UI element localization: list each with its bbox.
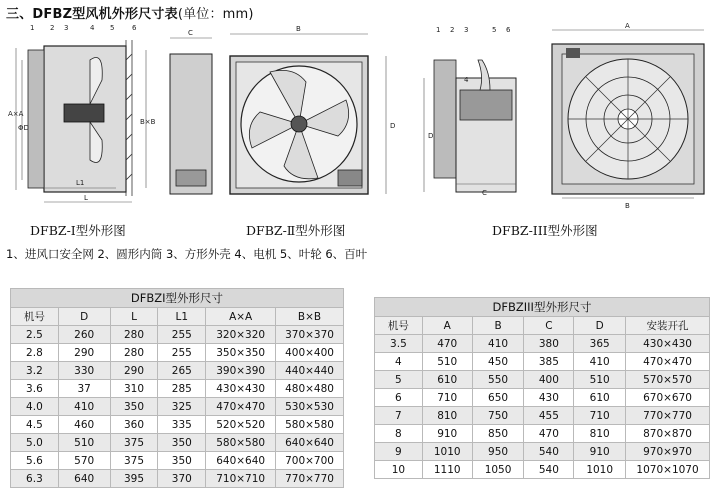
- table2-cell: 380: [524, 335, 574, 353]
- table1-cell: 2.5: [11, 326, 59, 344]
- table2-cell: 550: [472, 371, 524, 389]
- fig3-label-5: 5: [492, 26, 497, 34]
- table2-cell: 1110: [422, 461, 472, 479]
- table1-cell: 255: [158, 344, 206, 362]
- fig1-label-5: 5: [110, 24, 115, 32]
- fig3-dim-d: D: [428, 132, 434, 140]
- fig2-dim-b: B: [296, 25, 301, 33]
- table2-cell: 710: [574, 407, 626, 425]
- fig1-dim-l: L: [84, 194, 88, 202]
- table2-cell: 3.5: [375, 335, 423, 353]
- table1-cell: 3.2: [11, 362, 59, 380]
- table1-cell: 255: [158, 326, 206, 344]
- table2-cell: 540: [524, 443, 574, 461]
- table2-cell: 750: [472, 407, 524, 425]
- table1-cell: 2.8: [11, 344, 59, 362]
- table2-cell: 950: [472, 443, 524, 461]
- table2-cell: 610: [422, 371, 472, 389]
- table2-cell: 410: [574, 353, 626, 371]
- table1-cell: 390×390: [206, 362, 276, 380]
- table2-cell: 610: [574, 389, 626, 407]
- table2-cell: 1010: [574, 461, 626, 479]
- table2-cell: 8: [375, 425, 423, 443]
- fig2-drawing: [160, 20, 405, 210]
- fig3-label-4: 4: [464, 76, 469, 84]
- table1-cell: 375: [110, 434, 158, 452]
- fig1-dim-a: A×A: [8, 110, 24, 118]
- title-main: 三、DFBZ型风机外形尺寸表: [6, 7, 178, 22]
- table1-cell: 510: [58, 434, 110, 452]
- table1-header-cell: L: [110, 308, 158, 326]
- table2-title: DFBZIII型外形尺寸: [374, 297, 710, 316]
- table2-row: [375, 425, 710, 443]
- table2-row: [375, 461, 710, 479]
- table2-cell: 670×670: [626, 389, 710, 407]
- table1-cell: 280: [110, 326, 158, 344]
- table2-row: [375, 389, 710, 407]
- table1-cell: 530×530: [276, 398, 344, 416]
- table2-row: [375, 407, 710, 425]
- table1: [10, 288, 344, 488]
- table2-cell: 6: [375, 389, 423, 407]
- table2-cell: 9: [375, 443, 423, 461]
- fig1-dim-d: ΦD: [18, 124, 29, 132]
- table1-cell: 265: [158, 362, 206, 380]
- table2-cell: 5: [375, 371, 423, 389]
- table1-row: [11, 380, 344, 398]
- table2-cell: 970×970: [626, 443, 710, 461]
- table1-cell: 290: [110, 362, 158, 380]
- table2-row: [375, 371, 710, 389]
- table1-cell: 370×370: [276, 326, 344, 344]
- table1-cell: 360: [110, 416, 158, 434]
- table1-header-cell: B×B: [276, 308, 344, 326]
- table1-cell: 640: [58, 470, 110, 488]
- fig3-label-2: 2: [450, 26, 455, 34]
- fig2-dim-c: C: [188, 29, 193, 37]
- table1-row: [11, 398, 344, 416]
- fig3-label-3: 3: [464, 26, 469, 34]
- table1-row: [11, 362, 344, 380]
- table1-cell: 285: [158, 380, 206, 398]
- table1-row: [11, 434, 344, 452]
- parts-legend: 1、进风口安全网 2、圆形内筒 3、方形外壳 4、电机 5、叶轮 6、百叶: [6, 247, 368, 261]
- table2-cell: 810: [574, 425, 626, 443]
- table2-cell: 570×570: [626, 371, 710, 389]
- fig1-label-2: 2: [50, 24, 55, 32]
- table1-cell: 410: [58, 398, 110, 416]
- table2-cell: 540: [524, 461, 574, 479]
- fig3-label-1: 1: [436, 26, 441, 34]
- table1-cell: 570: [58, 452, 110, 470]
- table1-cell: 4.5: [11, 416, 59, 434]
- fig1-label-1: 1: [30, 24, 35, 32]
- table2-cell: 455: [524, 407, 574, 425]
- fig1-caption: DFBZ-Ⅰ型外形图: [30, 223, 126, 238]
- table1-row: [11, 344, 344, 362]
- table1-cell: 470×470: [206, 398, 276, 416]
- table2-cell: 770×770: [626, 407, 710, 425]
- table1-row: [11, 452, 344, 470]
- table2-cell: 385: [524, 353, 574, 371]
- table1-cell: 640×640: [206, 452, 276, 470]
- table1-cell: 330: [58, 362, 110, 380]
- fig1-label-4: 4: [90, 24, 95, 32]
- table1-cell: 335: [158, 416, 206, 434]
- table1-cell: 580×580: [276, 416, 344, 434]
- table2-row: [375, 335, 710, 353]
- title-unit: (单位：mm): [177, 7, 254, 22]
- table2-cell: 7: [375, 407, 423, 425]
- table1-header-cell: 机号: [11, 308, 59, 326]
- table2-cell: 410: [472, 335, 524, 353]
- table1-row: [11, 470, 344, 488]
- fig3-dim-b: B: [625, 202, 630, 210]
- table1-cell: 290: [58, 344, 110, 362]
- table2-cell: 470: [524, 425, 574, 443]
- table1-cell: 6.3: [11, 470, 59, 488]
- table2-cell: 400: [524, 371, 574, 389]
- fig1-dim-b: B×B: [140, 118, 156, 126]
- table2-cell: 470×470: [626, 353, 710, 371]
- table1-header-cell: D: [58, 308, 110, 326]
- table2-cell: 850: [472, 425, 524, 443]
- table2-cell: 510: [422, 353, 472, 371]
- table1-cell: 37: [58, 380, 110, 398]
- table2-cell: 870×870: [626, 425, 710, 443]
- table2-cell: 470: [422, 335, 472, 353]
- table1-header-cell: L1: [158, 308, 206, 326]
- table1-cell: 4.0: [11, 398, 59, 416]
- table1-cell: 370: [158, 470, 206, 488]
- fig2-dim-d: D: [390, 122, 396, 130]
- fig1-drawing: [6, 20, 156, 210]
- table1-header-cell: A×A: [206, 308, 276, 326]
- table2-cell: 910: [422, 425, 472, 443]
- table1-cell: 700×700: [276, 452, 344, 470]
- table2-cell: 1070×1070: [626, 461, 710, 479]
- table1-cell: 350: [110, 398, 158, 416]
- table1-row: [11, 416, 344, 434]
- fig3-label-6: 6: [506, 26, 511, 34]
- fig3-caption: DFBZ-III型外形图: [492, 223, 598, 238]
- table1-cell: 440×440: [276, 362, 344, 380]
- table2-cell: 510: [574, 371, 626, 389]
- fig2-caption: DFBZ-Ⅱ型外形图: [246, 223, 346, 238]
- table1-cell: 710×710: [206, 470, 276, 488]
- table1-cell: 640×640: [276, 434, 344, 452]
- table1-cell: 310: [110, 380, 158, 398]
- table1-cell: 460: [58, 416, 110, 434]
- table1-cell: 580×580: [206, 434, 276, 452]
- table1-cell: 5.6: [11, 452, 59, 470]
- table2-cell: 810: [422, 407, 472, 425]
- table1-cell: 520×520: [206, 416, 276, 434]
- table1-grid: [10, 307, 344, 488]
- table2-cell: 450: [472, 353, 524, 371]
- fig3-dim-c: C: [482, 189, 487, 197]
- table2-cell: 1050: [472, 461, 524, 479]
- table2-header-cell: 安装开孔: [626, 317, 710, 335]
- table1-cell: 325: [158, 398, 206, 416]
- table2-header-cell: 机号: [375, 317, 423, 335]
- table2: [374, 297, 710, 479]
- table1-cell: 5.0: [11, 434, 59, 452]
- fig1-label-6: 6: [132, 24, 137, 32]
- table1-cell: 770×770: [276, 470, 344, 488]
- table1-cell: 260: [58, 326, 110, 344]
- table1-cell: 375: [110, 452, 158, 470]
- table2-cell: 430×430: [626, 335, 710, 353]
- table2-cell: 710: [422, 389, 472, 407]
- table1-cell: 480×480: [276, 380, 344, 398]
- fig1-label-3: 3: [64, 24, 69, 32]
- table2-cell: 365: [574, 335, 626, 353]
- table2-cell: 650: [472, 389, 524, 407]
- table2-cell: 4: [375, 353, 423, 371]
- table1-cell: 280: [110, 344, 158, 362]
- table2-grid: [374, 316, 710, 479]
- table1-cell: 400×400: [276, 344, 344, 362]
- table2-header-cell: D: [574, 317, 626, 335]
- fig3-drawing: [420, 20, 715, 210]
- table1-title: DFBZⅠ型外形尺寸: [10, 288, 344, 307]
- table2-header-cell: C: [524, 317, 574, 335]
- table2-row: [375, 353, 710, 371]
- table1-cell: 350×350: [206, 344, 276, 362]
- fig1-dim-l1: L1: [76, 179, 85, 187]
- table2-cell: 1010: [422, 443, 472, 461]
- table1-cell: 350: [158, 434, 206, 452]
- table2-row: [375, 443, 710, 461]
- table2-header-cell: B: [472, 317, 524, 335]
- table1-cell: 3.6: [11, 380, 59, 398]
- table1-cell: 350: [158, 452, 206, 470]
- table2-cell: 430: [524, 389, 574, 407]
- fig3-dim-a: A: [625, 22, 630, 30]
- table1-cell: 395: [110, 470, 158, 488]
- table1-row: [11, 326, 344, 344]
- table2-cell: 10: [375, 461, 423, 479]
- table2-cell: 910: [574, 443, 626, 461]
- table1-cell: 320×320: [206, 326, 276, 344]
- table1-cell: 430×430: [206, 380, 276, 398]
- table2-header-cell: A: [422, 317, 472, 335]
